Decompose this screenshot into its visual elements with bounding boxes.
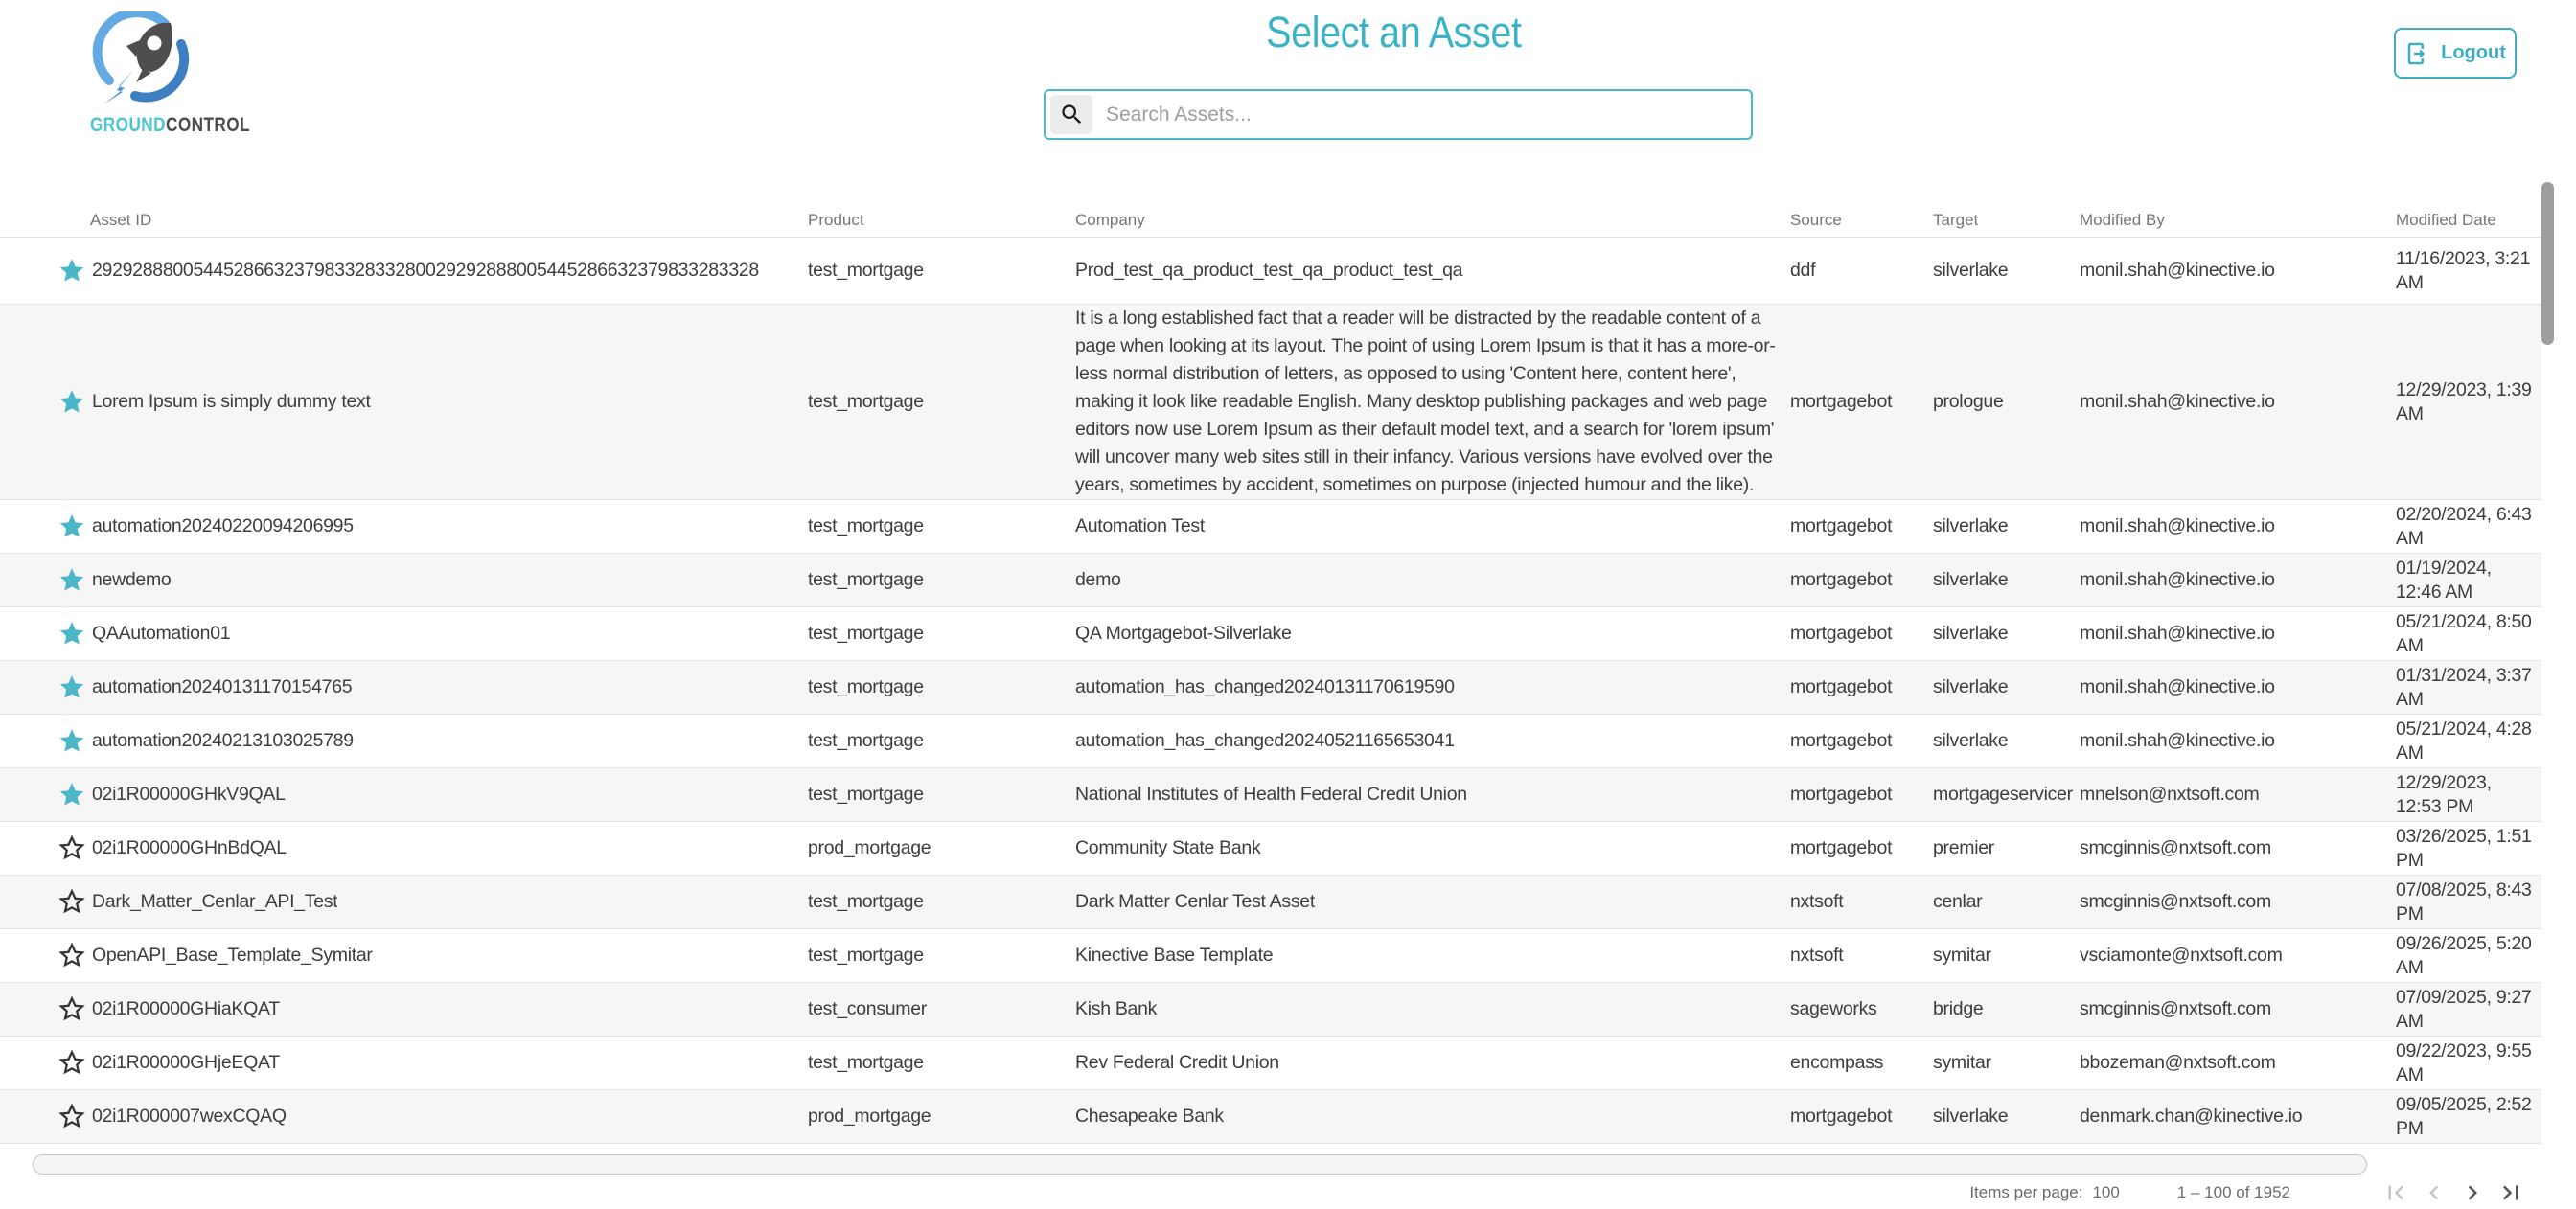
assets-table [0,203,2542,1150]
modified-by-cell: smcginnis@nxtsoft.com [2080,998,2271,1019]
previous-page-button[interactable] [2415,1176,2453,1209]
source-cell: sageworks [1790,998,1877,1019]
modified-by-cell: smcginnis@nxtsoft.com [2080,891,2271,912]
source-cell: encompass [1790,1052,1884,1073]
star-filled-icon[interactable] [58,727,86,756]
modified-by-cell: smcginnis@nxtsoft.com [2080,837,2271,858]
product-cell: test_consumer [808,998,927,1019]
star-outline-icon[interactable] [58,834,86,863]
chevron-right-icon [2458,1178,2487,1207]
modified-by-cell: denmark.chan@kinective.io [2080,1106,2303,1127]
asset-id-text: 02i1R00000GHjeEQAT [92,1052,280,1073]
asset-id-cell [0,673,808,702]
first-page-icon [2381,1178,2410,1207]
asset-id-text: 02i1R00000GHiaKQAT [92,998,280,1019]
horizontal-scrollbar-thumb[interactable] [33,1154,2367,1175]
search-icon [1050,95,1092,134]
page-title: Select an Asset [1265,8,1522,57]
asset-id-cell [0,388,808,417]
asset-id-cell [0,727,808,756]
modified-by-cell: monil.shah@kinective.io [2080,623,2275,644]
column-header-asset-id[interactable]: Asset ID [90,210,152,229]
source-cell: mortgagebot [1790,676,1893,697]
star-filled-icon[interactable] [58,673,86,702]
star-filled-icon[interactable] [58,257,86,285]
star-outline-icon[interactable] [58,995,86,1024]
star-filled-icon[interactable] [58,513,86,541]
target-cell: prologue [1933,391,2004,412]
asset-id-text: 02i1R00000GHkV9QAL [92,784,286,805]
column-header-product[interactable]: Product [808,210,864,229]
asset-id-text: newdemo [92,569,172,590]
company-cell: automation_has_changed20240521165653041 [1075,730,1455,751]
asset-id-text: 02i1R000007wexCQAQ [92,1106,287,1127]
table-row[interactable] [0,983,2542,1037]
table-row[interactable] [0,1090,2542,1144]
modified-date-cell: 09/22/2023, 9:55 AM [2396,1039,2532,1085]
asset-id-cell [0,781,808,810]
source-cell: mortgagebot [1790,837,1893,858]
modified-by-cell: monil.shah@kinective.io [2080,515,2275,536]
source-cell: mortgagebot [1790,1106,1893,1127]
logo-text-control: CONTROL [166,114,251,136]
target-cell: silverlake [1933,569,2009,590]
modified-by-cell: monil.shah@kinective.io [2080,391,2275,412]
asset-id-text: OpenAPI_Base_Template_Symitar [92,945,373,966]
asset-id-cell [0,942,808,970]
company-cell: Community State Bank [1075,837,1261,858]
asset-id-text: 02i1R00000GHnBdQAL [92,837,287,858]
asset-id-text: automation20240220094206995 [92,515,354,536]
modified-date-cell: 01/31/2024, 3:37 AM [2396,664,2532,710]
company-cell: Rev Federal Credit Union [1075,1052,1279,1073]
star-outline-icon[interactable] [58,1049,86,1078]
modified-date-cell: 11/16/2023, 3:21 AM [2396,247,2531,293]
star-filled-icon[interactable] [58,388,86,417]
search-bar [1044,89,1753,140]
modified-date-cell: 07/09/2025, 9:27 AM [2396,986,2532,1032]
target-cell: cenlar [1933,891,1983,912]
modified-date-cell: 05/21/2024, 8:50 AM [2396,610,2532,656]
rocket-logo-icon [90,11,203,107]
asset-id-text: automation20240131170154765 [92,676,353,697]
first-page-button[interactable] [2377,1176,2415,1209]
modified-by-cell: monil.shah@kinective.io [2080,260,2275,281]
target-cell: silverlake [1933,676,2009,697]
asset-id-cell [0,834,808,863]
logout-label: Logout [2441,42,2506,63]
table-row[interactable] [0,305,2542,500]
product-cell: test_mortgage [808,1052,924,1073]
column-header-modified-date[interactable]: Modified Date [2396,211,2496,229]
table-row[interactable] [0,768,2542,822]
product-cell: test_mortgage [808,623,924,644]
source-cell: nxtsoft [1790,891,1844,912]
product-cell: test_mortgage [808,569,924,590]
modified-date-cell: 12/29/2023, 1:39 AM [2396,378,2532,424]
asset-id-cell [0,1103,808,1131]
asset-id-cell [0,513,808,541]
asset-id-text: QAAutomation01 [92,623,231,644]
table-rows [0,238,2542,1144]
table-row[interactable] [0,822,2542,876]
product-cell: test_mortgage [808,676,924,697]
target-cell: bridge [1933,998,1984,1019]
target-cell: symitar [1933,945,1991,966]
table-row[interactable] [0,554,2542,607]
modified-date-cell: 07/08/2025, 8:43 PM [2396,878,2532,924]
asset-id-text: Lorem Ipsum is simply dummy text [92,391,371,412]
table-header-row [0,203,2542,238]
product-cell: test_mortgage [808,784,924,805]
table-row[interactable] [0,238,2542,305]
table-row[interactable] [0,876,2542,929]
company-cell: demo [1075,569,1121,590]
target-cell: silverlake [1933,730,2009,751]
last-page-icon [2496,1178,2525,1207]
paginator [1969,1176,2530,1209]
product-cell: test_mortgage [808,730,924,751]
vertical-scrollbar-thumb[interactable] [2542,182,2554,345]
target-cell: premier [1933,837,1994,858]
table-row[interactable] [0,929,2542,983]
modified-date-cell: 09/26/2025, 5:20 AM [2396,932,2532,978]
target-cell: silverlake [1933,515,2009,536]
items-per-page-value[interactable]: 100 [2092,1183,2120,1201]
table-row[interactable] [0,661,2542,715]
company-cell: National Institutes of Health Federal Credit Union [1075,784,1467,805]
logo-wordmark [90,114,250,137]
logout-button[interactable] [2394,28,2517,79]
source-cell: mortgagebot [1790,784,1893,805]
search-input[interactable] [1092,103,1751,126]
modified-date-cell: 01/19/2024, 12:46 AM [2396,557,2492,603]
asset-id-text: Dark_Matter_Cenlar_API_Test [92,891,338,912]
product-cell: prod_mortgage [808,1106,932,1127]
product-cell: test_mortgage [808,515,924,536]
items-per-page-label: Items per page: [1969,1183,2083,1201]
company-cell: Prod_test_qa_product_test_qa_product_test_qa [1075,260,1463,281]
company-cell: QA Mortgagebot-Silverlake [1075,623,1292,644]
asset-id-cell [0,995,808,1024]
star-outline-icon[interactable] [58,942,86,970]
source-cell: mortgagebot [1790,623,1893,644]
source-cell: mortgagebot [1790,730,1893,751]
column-header-source[interactable]: Source [1790,210,1842,229]
asset-id-cell [0,566,808,595]
company-cell: It is a long established fact that a reader will be distracted by the readable content of a page when looking at its layout. The point of using Lorem Ipsum is that it has a more-or-less normal distribution of letters, as opposed to using 'Content here, content here', making it look like readable English. Many desktop publishing packages and web page editors now use Lorem Ipsum as their default model text, and a search for 'lorem ipsum' will uncover many web sites still in their infancy. Various versions have evolved over the years, sometimes by accident, sometimes on purpose (injected humour and the like). [1075,308,1776,495]
page-range-label: 1 – 100 of 1952 [2176,1183,2290,1201]
modified-date-cell: 12/29/2023, 12:53 PM [2396,771,2492,817]
modified-by-cell: mnelson@nxtsoft.com [2080,784,2260,805]
target-cell: mortgageservicer [1933,784,2073,805]
chevron-left-icon [2420,1178,2449,1207]
modified-date-cell: 09/05/2025, 2:52 PM [2396,1093,2532,1139]
company-cell: Kish Bank [1075,998,1158,1019]
modified-by-cell: monil.shah@kinective.io [2080,676,2275,697]
logo-text-ground: GROUND [90,114,167,136]
modified-by-cell: bbozeman@nxtsoft.com [2080,1052,2276,1073]
company-cell: Kinective Base Template [1075,945,1274,966]
table-row[interactable] [0,1037,2542,1090]
asset-id-cell [0,1049,808,1078]
product-cell: prod_mortgage [808,837,932,858]
column-header-company[interactable]: Company [1075,211,1145,229]
modified-date-cell: 05/21/2024, 4:28 AM [2396,718,2532,764]
source-cell: ddf [1790,260,1816,281]
column-header-modified-by[interactable]: Modified By [2080,210,2165,229]
company-cell: Dark Matter Cenlar Test Asset [1075,891,1315,912]
target-cell: silverlake [1933,260,2009,281]
source-cell: mortgagebot [1790,391,1893,412]
star-outline-icon[interactable] [58,1103,86,1131]
logout-icon [2404,39,2433,68]
star-filled-icon[interactable] [58,566,86,595]
last-page-button[interactable] [2492,1176,2530,1209]
modified-date-cell: 02/20/2024, 6:43 AM [2396,503,2532,549]
table-row[interactable] [0,715,2542,768]
table-row[interactable] [0,500,2542,554]
next-page-button[interactable] [2453,1176,2492,1209]
company-cell: Automation Test [1075,515,1205,536]
product-cell: test_mortgage [808,391,924,412]
star-filled-icon[interactable] [58,620,86,649]
target-cell: silverlake [1933,1106,2009,1127]
company-cell: Chesapeake Bank [1075,1106,1224,1127]
column-header-target[interactable]: Target [1933,210,1979,229]
target-cell: silverlake [1933,623,2009,644]
modified-by-cell: monil.shah@kinective.io [2080,730,2275,751]
source-cell: nxtsoft [1790,945,1844,966]
modified-date-cell: 03/26/2025, 1:51 PM [2396,825,2532,871]
source-cell: mortgagebot [1790,569,1893,590]
asset-id-cell [0,620,808,649]
ground-control-logo [90,11,251,137]
table-row[interactable] [0,607,2542,661]
asset-id-text: 292928880054452866323798332833280029292888005445286632379833283328 [92,260,759,281]
source-cell: mortgagebot [1790,515,1893,536]
product-cell: test_mortgage [808,260,924,281]
target-cell: symitar [1933,1052,1991,1073]
star-outline-icon[interactable] [58,888,86,917]
star-filled-icon[interactable] [58,781,86,810]
asset-id-cell [0,257,808,285]
asset-id-text: automation20240213103025789 [92,730,354,751]
asset-id-cell [0,888,808,917]
modified-by-cell: monil.shah@kinective.io [2080,569,2275,590]
product-cell: test_mortgage [808,945,924,966]
product-cell: test_mortgage [808,891,924,912]
modified-by-cell: vsciamonte@nxtsoft.com [2080,945,2283,966]
company-cell: automation_has_changed20240131170619590 [1075,676,1455,697]
